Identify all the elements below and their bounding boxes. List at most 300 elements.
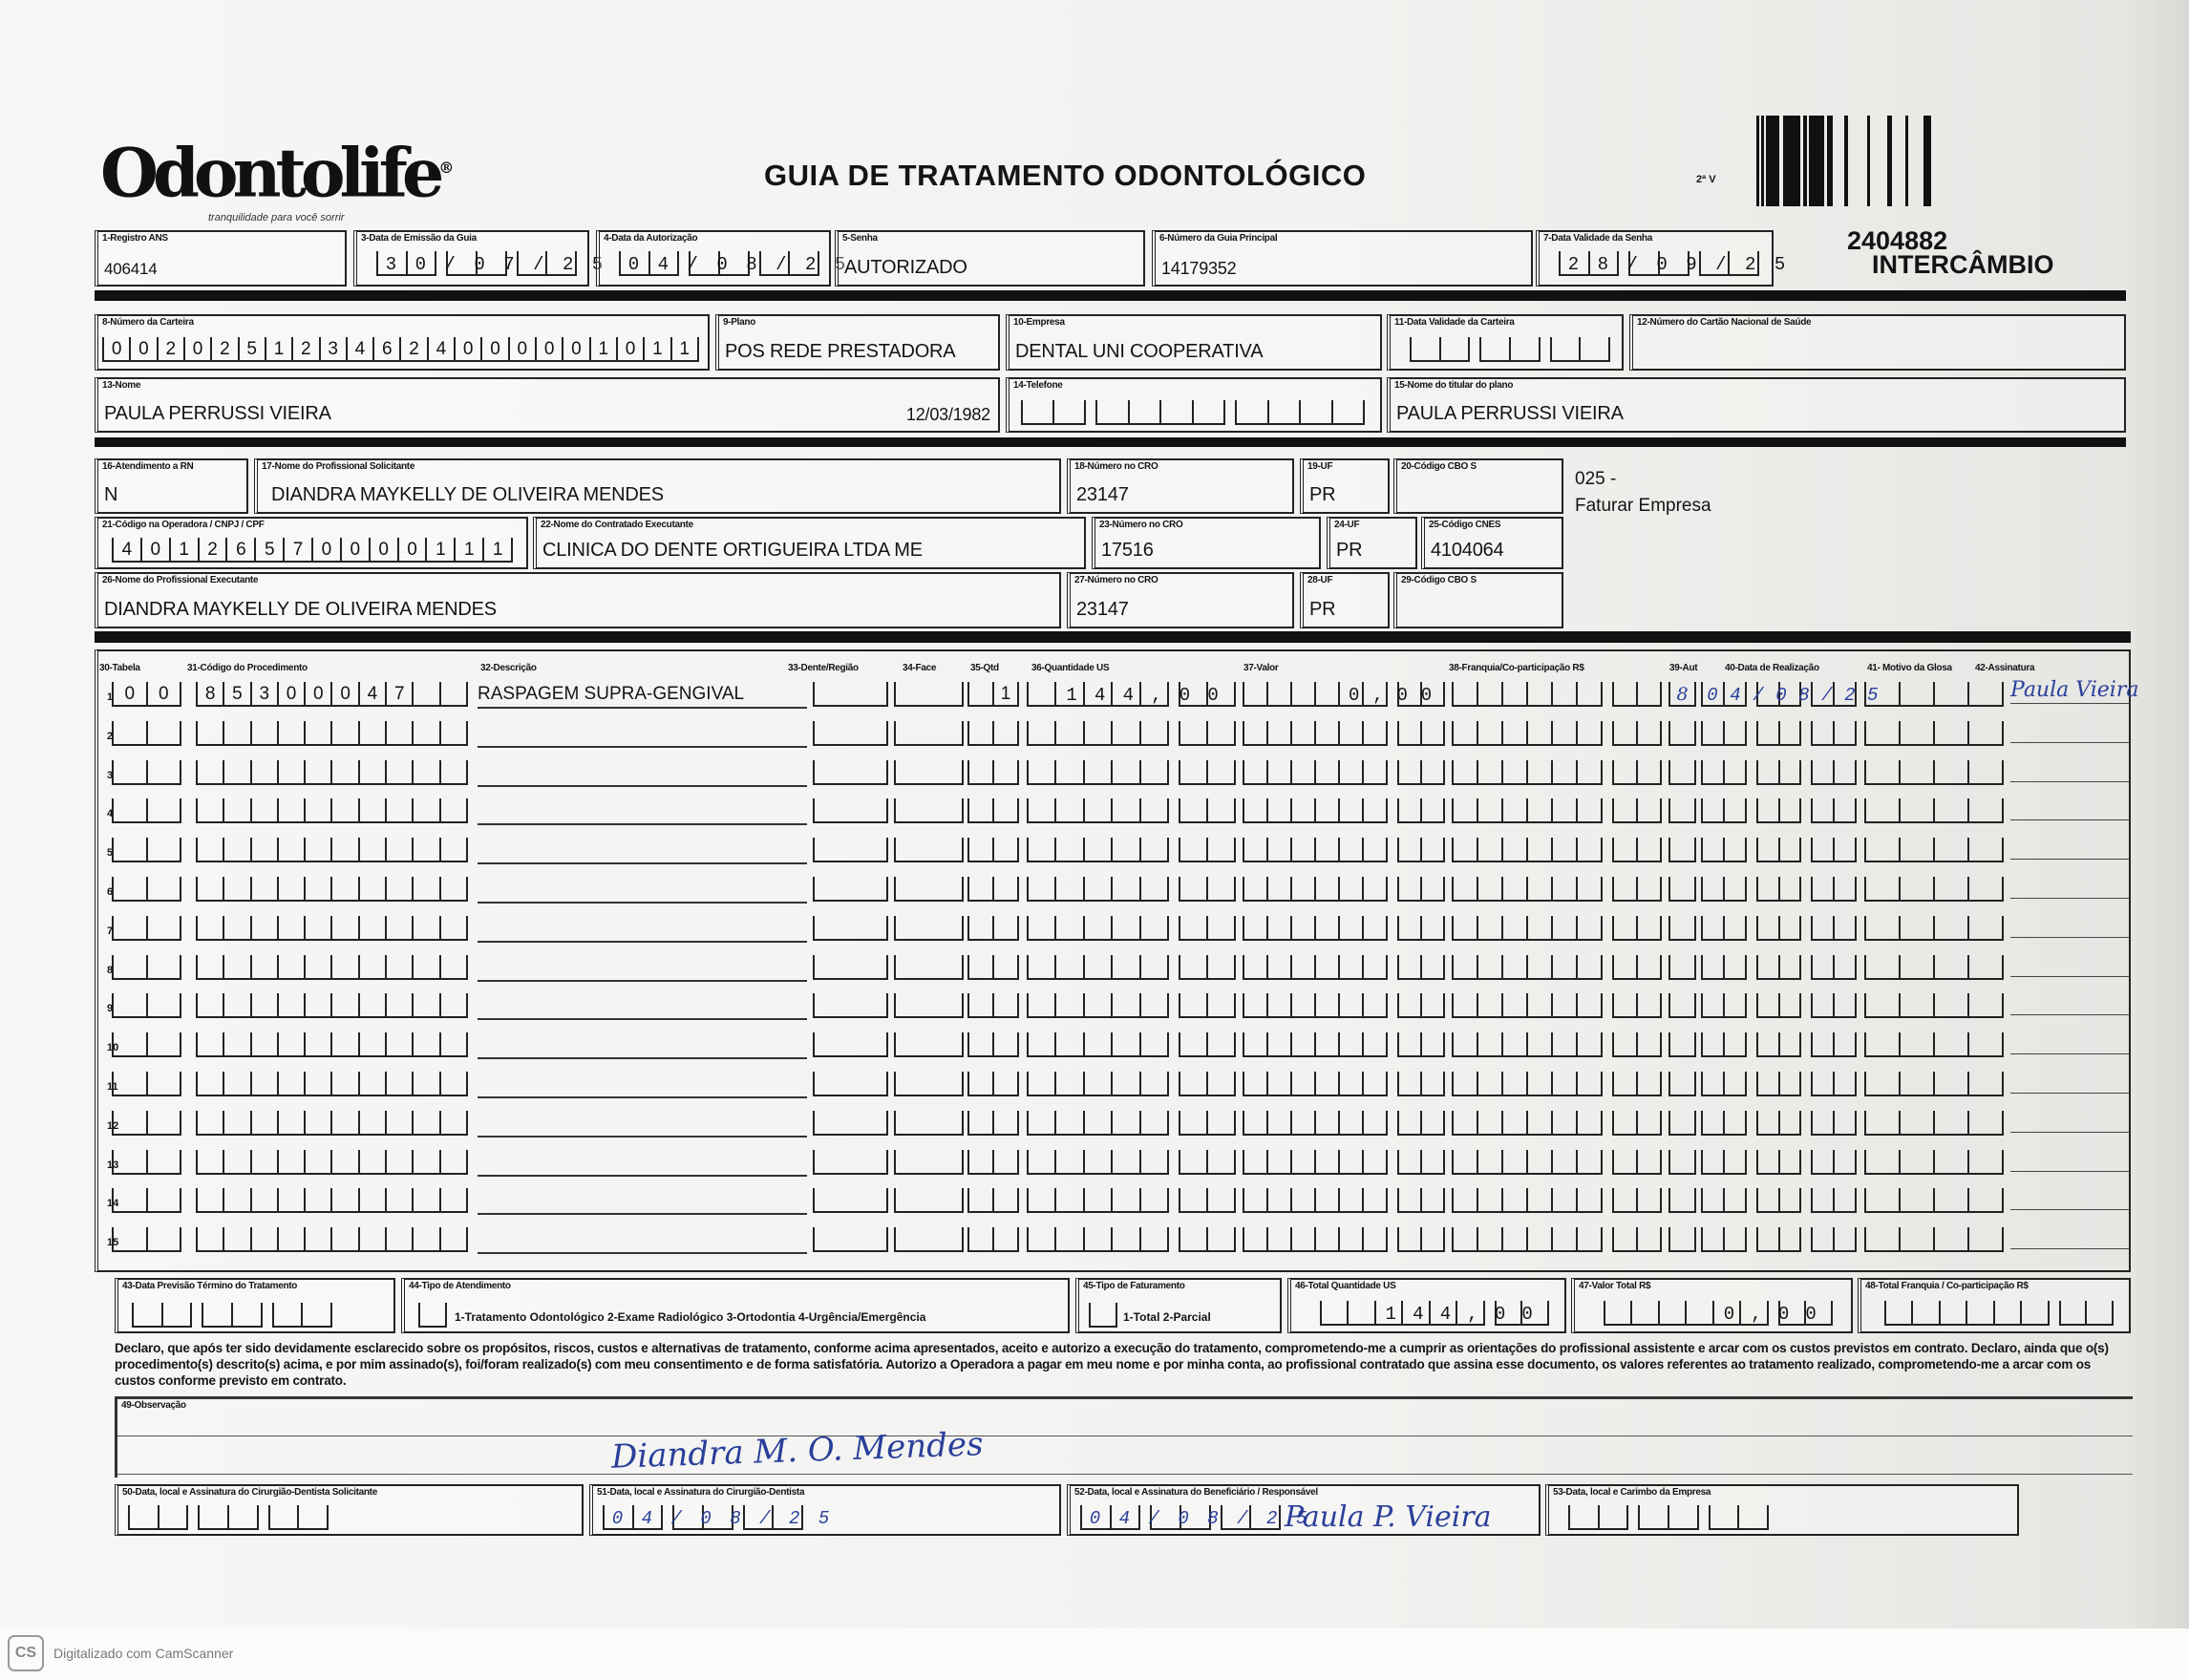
cell-face[interactable] — [894, 1190, 964, 1213]
tipo-faturamento-input[interactable] — [1089, 1305, 1117, 1328]
field-valor-total: 47-Valor Total R$ 0,00 — [1571, 1278, 1853, 1333]
comb-cell — [894, 1227, 964, 1250]
cell-assinatura[interactable] — [2010, 1225, 2130, 1249]
comb-cell — [1576, 916, 1603, 939]
cell-valor[interactable] — [1243, 762, 1445, 785]
cell-dente[interactable] — [813, 762, 888, 785]
cell-codigo[interactable] — [196, 1190, 468, 1213]
cell-data[interactable] — [1701, 918, 1857, 941]
comb-cell — [223, 760, 249, 783]
comb-cell — [1362, 1032, 1388, 1055]
cell-codigo[interactable] — [196, 762, 468, 785]
comb-cell — [1701, 1188, 1723, 1211]
cell-franquia[interactable] — [1452, 800, 1662, 823]
comb-cell — [1192, 400, 1226, 423]
cell-motivo[interactable] — [1864, 684, 2004, 707]
header-data-realizacao: 40-Data de Realização — [1725, 663, 1819, 673]
comb-cell — [1235, 400, 1267, 423]
cell-aut[interactable] — [1668, 723, 1696, 746]
comb-group — [1021, 400, 1086, 425]
cell-assinatura[interactable] — [2010, 836, 2130, 860]
comb-group — [1811, 1072, 1857, 1096]
cell-motivo[interactable] — [1864, 1034, 2004, 1057]
comb-cell — [277, 1072, 304, 1095]
cell-franquia[interactable] — [1452, 762, 1662, 785]
cell-data[interactable] — [1701, 879, 1857, 902]
cell-dente[interactable] — [813, 995, 888, 1018]
comb-group — [1701, 1227, 1747, 1252]
cell-assinatura[interactable] — [2010, 719, 2130, 743]
cell-tabela[interactable] — [112, 723, 181, 746]
comb-cell — [1723, 1111, 1747, 1134]
comb-cell — [196, 838, 223, 861]
cell-codigo[interactable] — [196, 1229, 468, 1252]
cell-codigo[interactable] — [196, 879, 468, 902]
cell-qtd[interactable] — [967, 1034, 1019, 1057]
cell-descricao[interactable] — [478, 995, 807, 1020]
cell-face[interactable] — [894, 918, 964, 941]
cell-face[interactable] — [894, 723, 964, 746]
comb-group — [1612, 993, 1663, 1018]
cell-valor[interactable] — [1243, 800, 1445, 823]
cell-descricao[interactable] — [478, 1152, 807, 1177]
cell-tabela[interactable] — [112, 995, 181, 1018]
cell-codigo[interactable] — [196, 800, 468, 823]
cell-dente[interactable] — [813, 1074, 888, 1096]
comb-group — [1179, 916, 1236, 941]
comb-cell — [1701, 916, 1723, 939]
cell-tabela[interactable] — [112, 762, 181, 785]
cell-franquia[interactable] — [1452, 1152, 1662, 1175]
comb-cell — [1899, 682, 1933, 705]
comb-cell — [1206, 1072, 1236, 1095]
cell-motivo[interactable] — [1864, 957, 2004, 980]
cell-aut[interactable] — [1668, 1113, 1696, 1136]
cell-qtd-us[interactable] — [1027, 1074, 1236, 1096]
comb-group — [112, 916, 181, 941]
comb-cell — [1778, 1111, 1802, 1134]
comb-cell — [330, 993, 357, 1016]
cell-tabela[interactable] — [112, 879, 181, 902]
cell-dente[interactable] — [813, 800, 888, 823]
comb-cell — [1778, 955, 1802, 978]
cell-valor[interactable] — [1243, 723, 1445, 746]
cell-descricao[interactable] — [478, 762, 807, 787]
cell-valor[interactable] — [1243, 918, 1445, 941]
cell-data[interactable] — [1701, 1034, 1857, 1057]
cell-franquia[interactable] — [1452, 723, 1662, 746]
comb-cell — [894, 798, 964, 821]
comb-group — [1612, 721, 1663, 746]
cell-assinatura[interactable] — [2010, 797, 2130, 820]
data-autorizacao-comb — [619, 253, 864, 276]
comb-cell — [1551, 682, 1576, 705]
cell-motivo[interactable] — [1864, 800, 2004, 823]
cell-aut[interactable] — [1668, 1229, 1696, 1252]
cell-qtd-us[interactable] — [1027, 1034, 1236, 1057]
cell-motivo[interactable] — [1864, 995, 2004, 1018]
comb-cell — [1111, 955, 1138, 978]
comb-cell — [1756, 1032, 1778, 1055]
cell-assinatura[interactable] — [2010, 1109, 2130, 1133]
cell-franquia[interactable] — [1452, 957, 1662, 980]
comb-cell — [1899, 916, 1933, 939]
comb-cell — [1052, 400, 1086, 423]
cell-assinatura[interactable] — [2010, 1031, 2130, 1054]
comb-cell — [1756, 760, 1778, 783]
cell-descricao[interactable] — [478, 1113, 807, 1138]
comb-cell — [992, 1111, 1019, 1134]
comb-cell: 0 — [508, 337, 535, 360]
comb-cell — [1551, 1111, 1576, 1134]
cell-tabela[interactable] — [112, 840, 181, 862]
comb-cell — [1338, 798, 1362, 821]
cell-aut[interactable] — [1668, 840, 1696, 862]
cell-valor[interactable] — [1243, 1034, 1445, 1057]
cell-motivo[interactable] — [1864, 1229, 2004, 1252]
cell-aut[interactable] — [1668, 918, 1696, 941]
cell-face[interactable] — [894, 1152, 964, 1175]
cell-assinatura[interactable] — [2010, 991, 2130, 1015]
cell-dente[interactable] — [813, 918, 888, 941]
comb-cell — [1899, 1111, 1933, 1134]
guia-number: 2404882 INTERCÂMBIO — [1847, 226, 2054, 279]
cell-franquia[interactable] — [1452, 879, 1662, 902]
comb-group — [813, 1072, 888, 1096]
cell-tabela[interactable] — [112, 1152, 181, 1175]
comb-cell — [1526, 798, 1551, 821]
cell-qtd-us[interactable] — [1027, 800, 1236, 823]
comb-cell — [223, 1111, 249, 1134]
cell-valor[interactable] — [1243, 1190, 1445, 1213]
comb-group — [196, 798, 468, 823]
comb-cell — [385, 838, 412, 861]
row-number: 9 — [107, 1003, 114, 1015]
cell-aut[interactable] — [1668, 1152, 1696, 1175]
comb-cell: 1 — [670, 337, 699, 360]
comb-cell — [1397, 1150, 1420, 1173]
cell-codigo[interactable] — [196, 723, 468, 746]
cell-data[interactable] — [1701, 1113, 1857, 1136]
cell-qtd-us[interactable] — [1027, 1229, 1236, 1252]
cell-dente[interactable] — [813, 723, 888, 746]
cell-motivo[interactable] — [1864, 762, 2004, 785]
cell-codigo[interactable] — [196, 995, 468, 1018]
cell-valor[interactable] — [1243, 1152, 1445, 1175]
cell-motivo[interactable] — [1864, 723, 2004, 746]
cell-franquia[interactable] — [1452, 840, 1662, 862]
cell-data[interactable] — [1701, 1229, 1857, 1252]
comb-cell — [1111, 1072, 1138, 1095]
comb-value: 04/08/25 — [627, 254, 864, 275]
comb-cell — [146, 916, 182, 939]
cell-face[interactable] — [894, 995, 964, 1018]
cell-motivo[interactable] — [1864, 1152, 2004, 1175]
cell-data[interactable] — [1701, 1190, 1857, 1213]
cell-qtd-us[interactable] — [1027, 1152, 1236, 1175]
cell-codigo[interactable] — [196, 918, 468, 941]
cell-face[interactable] — [894, 800, 964, 823]
comb-cell — [358, 760, 385, 783]
comb-cell — [223, 1032, 249, 1055]
comb-cell — [1701, 1227, 1723, 1250]
cell-qtd[interactable] — [967, 800, 1019, 823]
comb-cell — [1083, 721, 1111, 744]
cell-motivo[interactable] — [1864, 1113, 2004, 1136]
comb-cell — [1833, 838, 1857, 861]
cell-valor[interactable] — [1243, 840, 1445, 862]
comb-cell — [277, 916, 304, 939]
cell-franquia[interactable] — [1452, 1113, 1662, 1136]
cell-qtd[interactable] — [967, 1074, 1019, 1096]
cell-data[interactable] — [1701, 762, 1857, 785]
cell-aut[interactable] — [1668, 684, 1696, 707]
cell-descricao[interactable] — [478, 918, 807, 943]
cell-dente[interactable] — [813, 957, 888, 980]
comb-cell — [1551, 798, 1576, 821]
section-divider — [95, 631, 2131, 643]
cell-valor[interactable] — [1243, 684, 1445, 707]
cell-motivo[interactable] — [1864, 879, 2004, 902]
cell-valor[interactable] — [1243, 1074, 1445, 1096]
cell-assinatura[interactable] — [2010, 758, 2130, 782]
cell-tabela[interactable] — [112, 918, 181, 941]
cell-assinatura[interactable] — [2010, 1148, 2130, 1172]
cell-codigo[interactable] — [196, 1152, 468, 1175]
cell-franquia[interactable] — [1452, 1074, 1662, 1096]
cell-data[interactable] — [1701, 995, 1857, 1018]
cell-aut[interactable] — [1668, 879, 1696, 902]
cell-motivo[interactable] — [1864, 840, 2004, 862]
cell-codigo[interactable] — [196, 840, 468, 862]
field-observacao[interactable]: 49-Observação — [115, 1396, 2133, 1478]
cell-descricao[interactable] — [478, 1229, 807, 1254]
cell-codigo[interactable] — [196, 1113, 468, 1136]
cell-face[interactable] — [894, 1229, 964, 1252]
comb-group — [1668, 798, 1696, 823]
cell-data[interactable] — [1701, 840, 1857, 862]
cell-tabela[interactable] — [112, 1113, 181, 1136]
comb-cell — [1933, 721, 1967, 744]
cell-qtd-us[interactable] — [1027, 840, 1236, 862]
header-motivo-glosa: 41- Motivo da Glosa — [1867, 663, 1952, 673]
cell-qtd-us[interactable] — [1027, 684, 1236, 707]
cell-motivo[interactable] — [1864, 1190, 2004, 1213]
cell-face[interactable] — [894, 1113, 964, 1136]
cell-motivo[interactable] — [1864, 1074, 2004, 1096]
cell-descricao[interactable]: RASPAGEM SUPRA-GENGIVAL — [478, 684, 807, 709]
comb-group — [813, 760, 888, 785]
cell-franquia[interactable] — [1452, 1190, 1662, 1213]
cell-aut[interactable] — [1668, 1190, 1696, 1213]
cell-tabela[interactable] — [112, 684, 181, 707]
cell-aut[interactable] — [1668, 762, 1696, 785]
cell-qtd[interactable] — [967, 1190, 1019, 1213]
comb-cell — [250, 1072, 277, 1095]
cell-codigo[interactable] — [196, 1034, 468, 1057]
cell-face[interactable] — [894, 684, 964, 707]
comb-cell — [1993, 1301, 2020, 1324]
logo-tagline: tranquilidade para você sorrir — [208, 212, 345, 223]
cell-data[interactable] — [1701, 684, 1891, 707]
cell-codigo[interactable] — [196, 684, 468, 707]
cell-descricao[interactable] — [478, 800, 807, 825]
field-assinatura-solicitante: 50-Data, local e Assinatura do Cirurgião-Dentista Solicitante — [115, 1484, 584, 1536]
cell-descricao[interactable] — [478, 1074, 807, 1098]
cell-aut[interactable] — [1668, 995, 1696, 1018]
cell-assinatura[interactable] — [2010, 1070, 2130, 1094]
comb-cell — [1206, 916, 1236, 939]
cell-valor[interactable] — [1243, 957, 1445, 980]
comb-cell — [112, 838, 146, 861]
cell-data[interactable] — [1701, 1152, 1857, 1175]
cell-face[interactable] — [894, 1034, 964, 1057]
cell-qtd[interactable] — [967, 918, 1019, 941]
comb-cell — [1899, 1227, 1933, 1250]
header-qtd-us: 36-Quantidade US — [1031, 663, 1110, 673]
cell-dente[interactable] — [813, 1190, 888, 1213]
cell-tabela[interactable] — [112, 1229, 181, 1252]
comb-cell — [304, 838, 330, 861]
cell-descricao[interactable] — [478, 879, 807, 904]
comb-cell — [231, 1303, 263, 1326]
cell-assinatura[interactable] — [2010, 875, 2130, 899]
comb-cell — [1864, 798, 1899, 821]
comb-cell — [358, 721, 385, 744]
cell-valor[interactable] — [1243, 1113, 1445, 1136]
cell-franquia[interactable] — [1452, 995, 1662, 1018]
cell-qtd[interactable] — [967, 762, 1019, 785]
cell-qtd[interactable] — [967, 1229, 1019, 1252]
cell-assinatura[interactable] — [2010, 914, 2130, 938]
cell-aut[interactable] — [1668, 1034, 1696, 1057]
comb-cell — [813, 1111, 888, 1134]
cell-face[interactable] — [894, 879, 964, 902]
cell-valor[interactable] — [1243, 879, 1445, 902]
cell-qtd[interactable] — [967, 1152, 1019, 1175]
cell-dente[interactable] — [813, 1113, 888, 1136]
cell-dente[interactable] — [813, 1034, 888, 1057]
cell-face[interactable] — [894, 957, 964, 980]
cell-valor[interactable] — [1243, 995, 1445, 1018]
cell-qtd-us[interactable] — [1027, 1190, 1236, 1213]
cell-tabela[interactable] — [112, 1190, 181, 1213]
cell-dente[interactable] — [813, 879, 888, 902]
cell-descricao[interactable] — [478, 1034, 807, 1059]
comb-cell — [1833, 721, 1857, 744]
comb-cell — [1668, 1227, 1696, 1250]
cell-aut[interactable] — [1668, 800, 1696, 823]
comb-cell — [1054, 721, 1082, 744]
comb-cell — [1054, 760, 1082, 783]
cell-codigo[interactable] — [196, 957, 468, 980]
comb-group — [1410, 337, 1470, 362]
comb-group — [894, 916, 964, 941]
comb-cell — [1452, 1032, 1477, 1055]
form-title: GUIA DE TRATAMENTO ODONTOLÓGICO — [764, 159, 1367, 192]
comb-cell — [992, 1072, 1019, 1095]
cell-qtd-us[interactable] — [1027, 995, 1236, 1018]
comb-cell — [1967, 760, 2004, 783]
cell-tabela[interactable] — [112, 1074, 181, 1096]
comb-cell: 0 — [304, 682, 330, 705]
cell-franquia[interactable] — [1452, 1229, 1662, 1252]
cell-descricao[interactable] — [478, 723, 807, 748]
cell-qtd[interactable] — [967, 684, 1019, 707]
cell-data[interactable] — [1701, 800, 1857, 823]
comb-cell — [146, 877, 182, 900]
cell-franquia[interactable] — [1452, 918, 1662, 941]
tipo-atendimento-input[interactable] — [418, 1305, 447, 1328]
cell-qtd[interactable] — [967, 840, 1019, 862]
cell-dente[interactable] — [813, 1229, 888, 1252]
comb-cell — [304, 1032, 330, 1055]
cell-franquia[interactable] — [1452, 1034, 1662, 1057]
comb-cell — [967, 1032, 992, 1055]
comb-cell — [1756, 1227, 1778, 1250]
cell-assinatura[interactable] — [2010, 678, 2139, 704]
cell-face[interactable] — [894, 762, 964, 785]
comb-cell — [1864, 721, 1899, 744]
cell-assinatura[interactable] — [2010, 953, 2130, 977]
cell-face[interactable] — [894, 1074, 964, 1096]
cell-dente[interactable] — [813, 840, 888, 862]
cell-qtd-us[interactable] — [1027, 957, 1236, 980]
cell-qtd[interactable] — [967, 995, 1019, 1018]
cell-qtd-us[interactable] — [1027, 723, 1236, 746]
comb-group — [1811, 916, 1857, 941]
cell-qtd-us[interactable] — [1027, 762, 1236, 785]
cell-tabela[interactable] — [112, 957, 181, 980]
cell-dente[interactable] — [813, 684, 888, 707]
comb-cell — [1452, 1227, 1477, 1250]
cell-qtd-us[interactable] — [1027, 1113, 1236, 1136]
comb-cell — [1501, 1150, 1526, 1173]
cell-data[interactable] — [1701, 957, 1857, 980]
comb-cell — [992, 916, 1019, 939]
cell-tabela[interactable] — [112, 800, 181, 823]
cell-descricao[interactable] — [478, 957, 807, 982]
cell-descricao[interactable] — [478, 1190, 807, 1215]
cell-qtd-us[interactable] — [1027, 918, 1236, 941]
comb-group — [112, 1032, 181, 1057]
cell-tabela[interactable] — [112, 1034, 181, 1057]
cell-dente[interactable] — [813, 1152, 888, 1175]
cell-assinatura[interactable] — [2010, 1186, 2130, 1210]
comb-cell — [1899, 1072, 1933, 1095]
cell-franquia[interactable] — [1452, 684, 1662, 707]
comb-group — [1756, 1188, 1802, 1213]
cell-face[interactable] — [894, 840, 964, 862]
cell-qtd[interactable] — [967, 723, 1019, 746]
cell-codigo[interactable] — [196, 1074, 468, 1096]
cell-aut[interactable] — [1668, 1074, 1696, 1096]
cell-descricao[interactable] — [478, 840, 807, 864]
header-qtd: 35-Qtd — [970, 663, 999, 673]
cell-qtd[interactable] — [967, 879, 1019, 902]
cell-aut[interactable] — [1668, 957, 1696, 980]
comb-cell — [358, 1150, 385, 1173]
cell-qtd-us[interactable] — [1027, 879, 1236, 902]
cell-qtd[interactable] — [967, 957, 1019, 980]
cell-data[interactable] — [1701, 723, 1857, 746]
cell-valor[interactable] — [1243, 1229, 1445, 1252]
cell-data[interactable] — [1701, 1074, 1857, 1096]
comb-cell — [813, 1032, 888, 1055]
cell-motivo[interactable] — [1864, 918, 2004, 941]
cell-qtd[interactable] — [967, 1113, 1019, 1136]
comb-cell — [1139, 1188, 1169, 1211]
